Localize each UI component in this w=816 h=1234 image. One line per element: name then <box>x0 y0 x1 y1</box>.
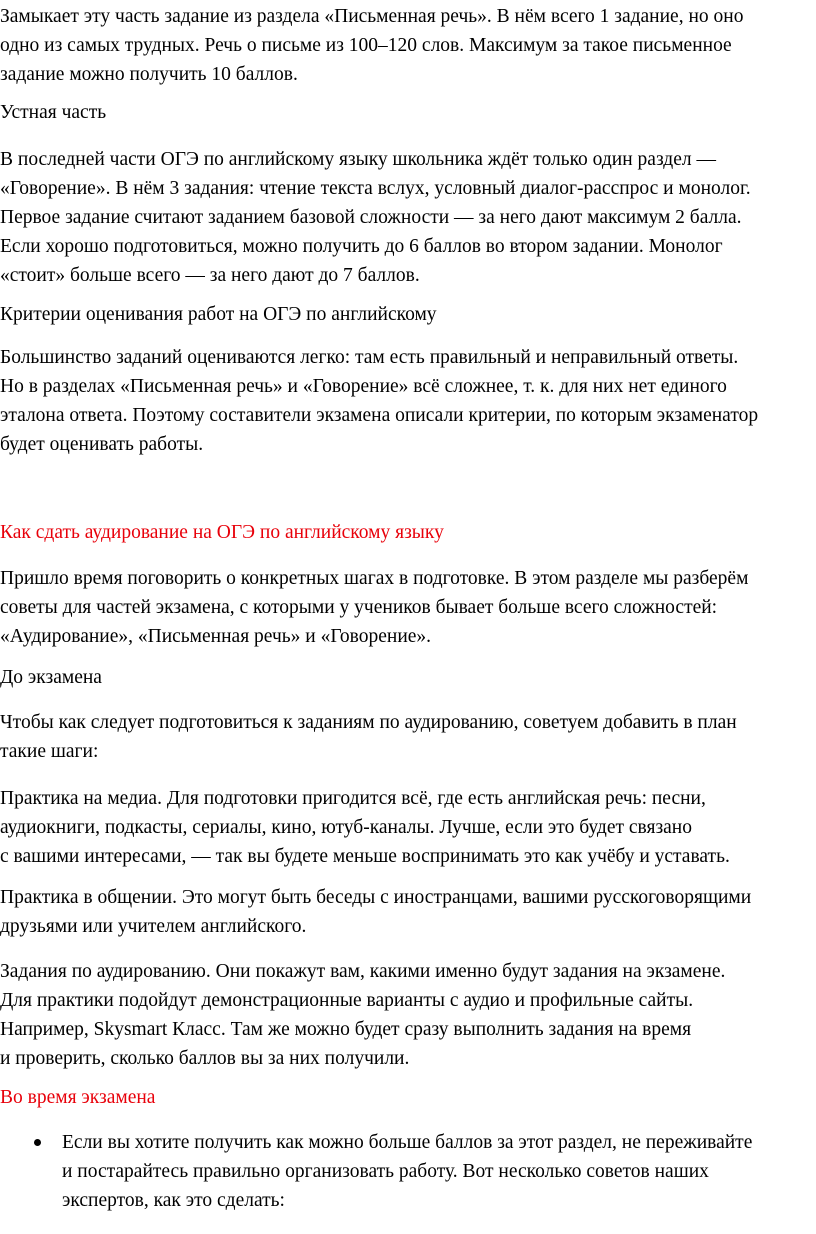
text-line: В последней части ОГЭ по английскому языку школьника ждёт только один раздел — <box>0 149 716 170</box>
text-line: аудиокниги, подкасты, сериалы, кино, ютуб-каналы. Лучше, если это будет связано <box>0 817 692 838</box>
text-line: экспертов, как это сделать: <box>62 1190 285 1211</box>
text-line: Первое задание считают заданием базовой сложности — за него дают максимум 2 балла. <box>0 207 742 228</box>
text-line: Пришло время поговорить о конкретных шагах в подготовке. В этом разделе мы разберём <box>0 568 749 589</box>
text-line: Если хорошо подготовиться, можно получить до 6 баллов во втором задании. Монолог <box>0 236 723 257</box>
text-line: Но в разделах «Письменная речь» и «Говорение» всё сложнее, т. к. для них нет единого <box>0 376 727 397</box>
heading-during-exam: Во время экзамена <box>0 1087 156 1108</box>
paragraph-listening-intro <box>0 564 748 651</box>
text-line: «Говорение». В нём 3 задания: чтение текста вслух, условный диалог-расспрос и монолог. <box>0 178 751 199</box>
bullet-icon <box>34 1139 41 1146</box>
paragraph-oral-part <box>0 145 751 290</box>
paragraph-listening-tasks <box>0 957 725 1073</box>
paragraph-preparation <box>0 708 737 766</box>
text-line: Если вы хотите получить как можно больше баллов за этот раздел, не переживайте <box>62 1132 753 1153</box>
text-line: Для практики подойдут демонстрационные варианты с аудио и профильные сайты. <box>0 990 694 1011</box>
text-line: и проверить, сколько баллов вы за них получили. <box>0 1048 410 1069</box>
paragraph-communication-practice <box>0 883 751 941</box>
text-line: с вашими интересами, — так вы будете меньше воспринимать это как учёбу и уставать. <box>0 846 730 867</box>
text-line: эталона ответа. Поэтому составители экзамена описали критерии, по которым экзаменатор <box>0 405 759 426</box>
text-line: Большинство заданий оцениваются легко: там есть правильный и неправильный ответы. <box>0 347 739 368</box>
text-line: «Аудирование», «Письменная речь» и «Говорение». <box>0 626 432 647</box>
text-line: Задания по аудированию. Они покажут вам, какими именно будут задания на экзамене. <box>0 961 726 982</box>
text-line: и постарайтесь правильно организовать работу. Вот несколько советов наших <box>62 1161 709 1182</box>
text-line: «стоит» больше всего — за него дают до 7 баллов. <box>0 265 420 286</box>
text-line: Практика в общении. Это могут быть беседы с иностранцами, вашими русскоговорящими <box>0 887 752 908</box>
paragraph-written-task <box>0 2 743 89</box>
text-line: Чтобы как следует подготовиться к заданиям по аудированию, советуем добавить в план <box>0 712 737 733</box>
text-line: Практика на медиа. Для подготовки пригодится всё, где есть английская речь: песни, <box>0 788 706 809</box>
text-line: такие шаги: <box>0 741 99 762</box>
heading-before-exam: До экзамена <box>0 667 102 688</box>
text-line: друзьями или учителем английского. <box>0 916 307 937</box>
text-line: Например, Skysmart Класс. Там же можно будет сразу выполнить задания на время <box>0 1019 692 1040</box>
paragraph-criteria <box>0 343 758 459</box>
heading-criteria: Критерии оценивания работ на ОГЭ по английскому <box>0 304 437 325</box>
paragraph-media-practice <box>0 784 730 871</box>
text-line: будет оценивать работы. <box>0 434 204 455</box>
bullet-item <box>0 1128 816 1215</box>
text-line: одно из самых трудных. Речь о письме из 100–120 слов. Максимум за такое письменное <box>0 35 732 56</box>
text-line: советы для частей экзамена, с которыми у учеников бывает больше всего сложностей: <box>0 597 718 618</box>
text-line: Замыкает эту часть задание из раздела «Письменная речь». В нём всего 1 задание, но оно <box>0 6 744 27</box>
heading-oral-part: Устная часть <box>0 102 107 123</box>
heading-listening: Как сдать аудирование на ОГЭ по английскому языку <box>0 522 444 543</box>
text-line: задание можно получить 10 баллов. <box>0 64 298 85</box>
